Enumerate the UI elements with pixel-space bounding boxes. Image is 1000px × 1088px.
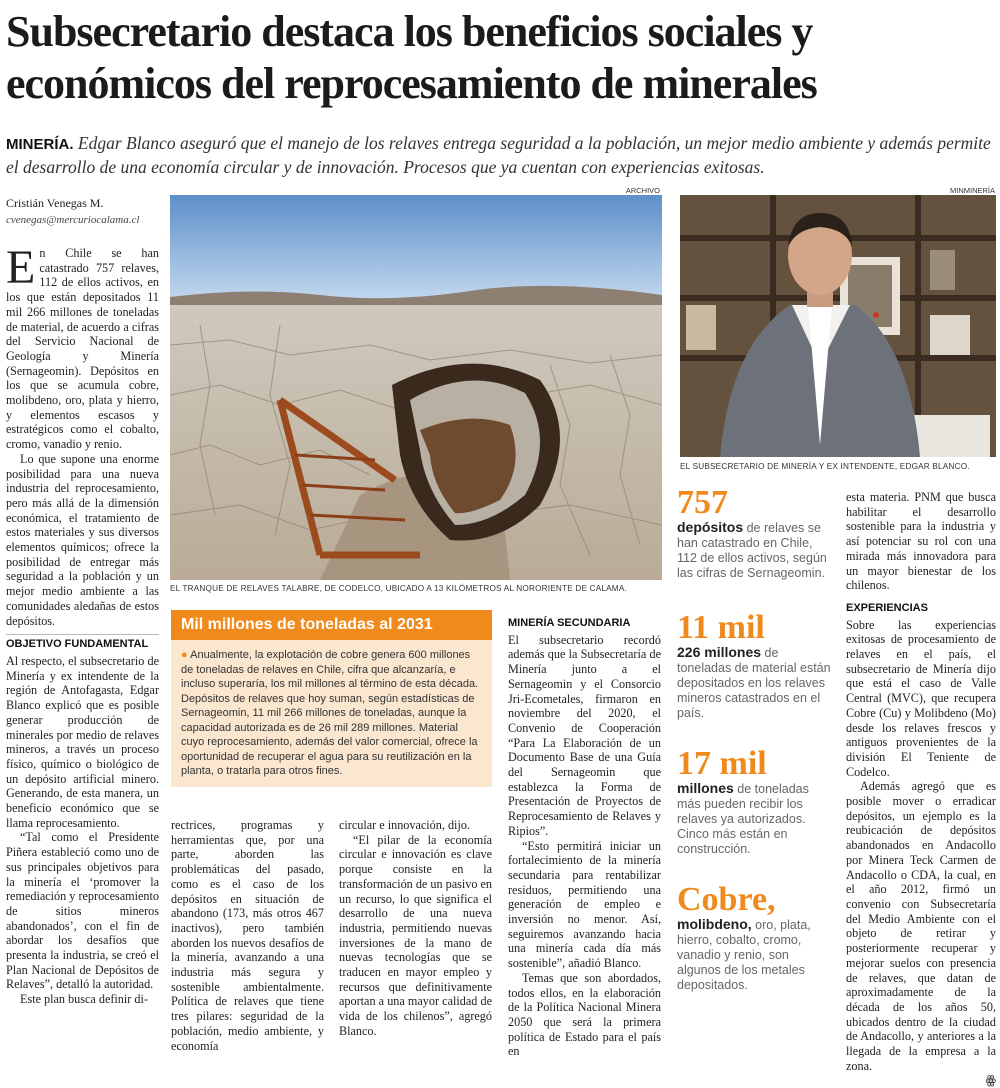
- photo2-caption: EL SUBSECRETARIO DE MINERÍA Y EX INTENDENTE, EDGAR BLANCO.: [680, 462, 970, 471]
- end-mark-icon: ꙮ: [985, 1073, 996, 1088]
- byline-author: Cristián Venegas M.: [6, 196, 104, 210]
- stat-number: 11 mil: [677, 609, 765, 646]
- box-body: [171, 640, 492, 787]
- stat-text: de toneladas más pueden recibir los relaves ya autorizados. Cinco más están en construcción.: [677, 782, 809, 856]
- photo-edgar-blanco: [680, 195, 996, 457]
- stat-item: [677, 883, 832, 993]
- stat-bold: molibdeno,: [677, 916, 752, 932]
- col1-p4: “Tal como el Presidente Piñera estableció como uno de sus principales objetivos para la minería el ‘promover la remediación y reprocesamiento de sitios mineros abandonados’, con el fin de abordar los desafíos que presenta la industria, se creó el Plan Nacional de Depósitos de Relaves”, detalló la autoridad.: [6, 830, 159, 992]
- stat-text: de relaves se han catastrado en Chile, 112 de ellos activos, según las cifras de Sernageomin.: [677, 521, 827, 580]
- stat-item: [677, 747, 832, 857]
- stat-number: 757: [677, 484, 728, 521]
- stat-bold: millones: [677, 780, 734, 796]
- col1-p2: Lo que supone una enorme posibilidad para una nueva industria del reprocesamiento, pero más allá de la dimensión económica, el tratamiento de estos materiales y sus diversos elementos químicos; ofrece la posibilidad de entregar más seguridad a la población y un mejor medio ambiente a las comunidades aledañas de estos depósitos.: [6, 451, 159, 628]
- col3-p2: “El pilar de la economía circular e innovación es clave porque consiste en la transformación de un pasivo en un recurso, lo que significa el desarrollo de una nueva industria, permitiendo nuevas inversiones de la mano de nuevas tecnologías que se traducen en mayor empleo y recursos que definitivamente aportan a una mayor calidad de vida de los chilenos”, agregó Blanco.: [339, 832, 492, 1038]
- stat-number: 17 mil: [677, 745, 767, 782]
- bullet-icon: ●: [181, 649, 188, 661]
- dropcap: E: [6, 241, 36, 294]
- photo1-credit: ARCHIVO: [625, 186, 660, 195]
- photo-tailings-dam: [170, 195, 662, 580]
- lede: [6, 132, 996, 179]
- stat-bold: depósitos: [677, 519, 744, 535]
- byline-email: cvenegas@mercuriocalama.cl: [6, 214, 140, 226]
- headline: Subsecretario destaca los beneficios sociales y económicos del reprocesamiento de minerales: [6, 7, 817, 108]
- stat-item: [677, 486, 832, 581]
- stats-sidebar: [677, 486, 832, 993]
- col1-p5: Este plan busca definir di-: [20, 992, 148, 1007]
- column-4: [508, 614, 661, 1059]
- col4-p1: El subsecretario recordó además que la Subsecretaría de Minería junto a el Sernageomin y el Consorcio Jri-Ecometales, firmaron en noviembre del 2020, el Convenio de Cooperación “Para La Elaboración de un Documento Base de una Guía del Sernageomin que establezca la Forma de Presentación de Proyectos de Reprocesamiento de Relaves y Ripios”.: [508, 632, 661, 838]
- byline: [6, 196, 166, 226]
- column-3: [339, 818, 492, 1039]
- column-6: [846, 490, 996, 1088]
- col1-p1: n Chile se han catastrado 757 relaves, 112 de ellos activos, en los que están depositados 11 mil 266 millones de toneladas de material, de acuerdo a cifras del Servicio Nacional de Geología y Minería (Sernageomin). Depósitos en los que se acumula cobre, molibdeno, oro, plata y hierro, y elementos escasos y estratégicos como el cobalto, cromo, vanadio y renio.: [6, 246, 159, 452]
- photo2-credit: MINMINERÍA: [950, 186, 995, 195]
- col6-p2: Sobre las experiencias exitosas de procesamiento de relaves en el país, el subsecretario de Minería dijo que está el caso de Valle Central (MVC), que recupera Cobre (Cu) y Molibdeno (Mo) desde los relaves frescos y antiguos provenientes de la división El Teniente de Codelco.: [846, 617, 996, 779]
- col3-p1: circular e innovación, dijo.: [339, 818, 470, 832]
- col4-p2: “Esto permitirá iniciar un fortalecimiento de la minería secundaria para rentabilizar residuos, permitiendo una generación de empleo e inversión no menor. Así, seguiremos avanzando hacia una minería cada día más sostenible”, añadió Blanco.: [508, 838, 661, 971]
- lede-kicker: MINERÍA.: [6, 136, 74, 153]
- col6-p3: Además agregó que es posible mover o erradicar depósitos, un ejemplo es la reubicación de depósitos abandonados en Andacollo por Minera Teck Carmen de Andacollo o CDA, la cual, en el año 2012, firmó un convenio con Subsecretaría del Medio Ambiente con el objeto de retirar y posteriormente recuperar y mejorar suelos con presencia de relaves, que datan de aproximadamente de la década de los años 50, ubicados dentro de la ciudad de Andacollo, y anteriores a la llegada de la empresa a la zona.: [846, 779, 996, 1073]
- col2-p1: rectrices, programas y herramientas que, por una parte, aborden las problemáticas del pasado, como es el caso de los depósitos en situación de abandono (173, más otros 467 inactivos), pero también aborden los nuevos desafíos de la minería, avanzando a una industria más segura y sostenible ambientalmente. Política de relaves que tiene tres pilares: seguridad de la población, medio ambiente, y economía: [171, 818, 324, 1053]
- column-1: [6, 241, 159, 1007]
- stats-box: [171, 610, 492, 787]
- col1-p3: Al respecto, el subsecretario de Minería y ex intendente de la región de Antofagasta, Edgar Blanco explicó que es posible generar producción de minerales por medio de relaves mineros, a través un proceso físico, químico o biológico de un depósito artificial minero. Generando, de esta manera, un beneficio económico que se llama reprocesamiento.: [6, 653, 159, 830]
- photo1-caption: EL TRANQUE DE RELAVES TALABRE, DE CODELCO, UBICADO A 13 KILÓMETROS AL NORORIENTE DE CALAMA.: [170, 584, 627, 593]
- box-title: Mil millones de toneladas al 2031: [171, 610, 492, 640]
- col6-p1: esta materia. PNM que busca habilitar el desarrollo sostenible para la industria y así potenciar su rol con una mirada más innovadora para un mayor bienestar de los chilenos.: [846, 490, 996, 593]
- stat-text: de toneladas de material están depositados en los relaves mineros catastrados en el país.: [677, 646, 831, 720]
- subhead-experiencias: EXPERIENCIAS: [846, 601, 928, 614]
- stat-bold: 226 millones: [677, 644, 762, 660]
- stat-number: Cobre,: [677, 881, 776, 918]
- subhead-objetivo: OBJETIVO FUNDAMENTAL: [6, 638, 149, 651]
- box-text: Anualmente, la explotación de cobre genera 600 millones de toneladas de relaves en Chile, cifra que alcanzaría, e incluso superaría, los mil millones al término de esta década. Depósitos de relaves que hoy suman, según estadísticas de Sernageomin, 11 mil 266 millones de toneladas, aunque la capacidad autorizada es de 26 mil 289 millones. Material cuyo reprocesamiento, además del valor comercial, ofrece la oportunidad de recuperar el agua para su reutilización en la planta, o tratarla para otros fines.: [181, 649, 479, 777]
- lede-text: Edgar Blanco aseguró que el manejo de los relaves entrega seguridad a la población, un mejor medio ambiente y además permite el desarrollo de una economía circular y de innovación. Procesos que ya cuentan con experiencias exitosas.: [6, 133, 991, 177]
- column-2: [171, 818, 324, 1053]
- stat-text: oro, plata, hierro, cobalto, cromo, vanadio y renio, son algunos de los metales depositados.: [677, 918, 811, 992]
- subhead-mineria-secundaria: MINERÍA SECUNDARIA: [508, 617, 631, 629]
- col4-p3: Temas que son abordados, todos ellos, en la elaboración de la Política Nacional Minera 2050 que será la primera política de Estado para el país en: [508, 970, 661, 1059]
- stat-item: [677, 611, 832, 721]
